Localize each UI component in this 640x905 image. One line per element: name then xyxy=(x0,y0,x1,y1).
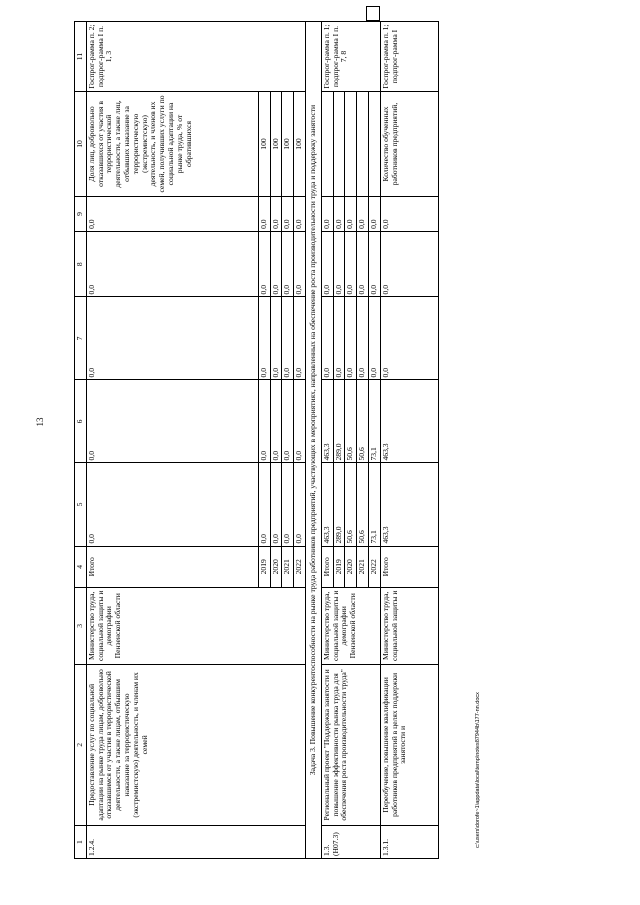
indicator-value xyxy=(333,92,345,197)
col-num-6: 6 xyxy=(75,380,87,463)
executor: Министерство труда, социальной защиты и демографии Пензенской области xyxy=(86,588,305,664)
value-cell: 50,6 xyxy=(357,380,369,463)
year-cell: Итого xyxy=(86,546,258,588)
table-row xyxy=(86,22,258,859)
indicator: Количество обученных работников предприятий, xyxy=(380,92,438,197)
value-cell: 0,0 xyxy=(380,297,438,380)
value-cell: 0,0 xyxy=(380,231,438,297)
value-cell: 0,0 xyxy=(333,231,345,297)
value-cell: 0,0 xyxy=(345,196,357,231)
value-cell: 0,0 xyxy=(294,231,306,297)
indicator-value xyxy=(368,92,380,197)
value-cell: 0,0 xyxy=(357,231,369,297)
table-row xyxy=(321,22,333,859)
program-link: Госпрог-рамма п. 1; подпрог-рамма I xyxy=(380,22,438,92)
value-cell: 0,0 xyxy=(258,380,270,463)
rotated-page-content xyxy=(74,21,589,859)
column-number-row xyxy=(75,22,87,859)
value-cell: 0,0 xyxy=(380,196,438,231)
year-cell: 2019 xyxy=(258,546,270,588)
program-link: Госпрог-рамма п. 2; подпрог-рамма I п. 1, 3 xyxy=(86,22,305,92)
indicator xyxy=(321,92,333,197)
value-cell: 0,0 xyxy=(357,297,369,380)
value-cell: 0,0 xyxy=(282,297,294,380)
value-cell: 0,0 xyxy=(294,463,306,546)
year-cell: 2021 xyxy=(282,546,294,588)
indicator: Доля лиц, добровольно отказавшихся от участия в террористической деятельности, а также лиц, отбывших наказание за террористическую (экстремистскую) деятельность, и членов их семей, получивших услуги по социальной адаптации на рынке труда, % от обратившихся xyxy=(86,92,258,197)
table-row xyxy=(380,22,438,859)
value-cell: 0,0 xyxy=(86,380,258,463)
activity-name: Региональный проект "Поддержка занятости и повышение эффективности рынка труда для обеспечения роста производительности труда" xyxy=(321,664,380,826)
col-num-2: 2 xyxy=(75,664,87,826)
task-heading: Задача 3. Повышение конкурентоспособности на рынке труда работников предприятий, участвующих в мероприятиях, направленных на обеспечение роста производительности труда и поддержку занятости xyxy=(305,22,321,859)
row-number: 1.2.4. xyxy=(86,826,305,859)
value-cell: 463,3 xyxy=(380,463,438,546)
value-cell: 73,1 xyxy=(368,380,380,463)
col-num-3: 3 xyxy=(75,588,87,664)
row-number: 1.3. (Н07.3) xyxy=(321,826,380,859)
value-cell: 0,0 xyxy=(86,463,258,546)
corner-box xyxy=(366,6,380,21)
value-cell: 289,0 xyxy=(333,463,345,546)
year-cell: Итого xyxy=(321,546,333,588)
executor: Министерство труда, социальной защиты и xyxy=(380,588,438,664)
value-cell: 0,0 xyxy=(270,380,282,463)
value-cell: 0,0 xyxy=(282,463,294,546)
col-num-5: 5 xyxy=(75,463,87,546)
activity-name: Предоставление услуг по социальной адаптации на рынке труда лицам, добровольно отказавшимся от участия в террористической деятельности, а также лицам, отбывшим наказание за террористическую (экстремистскую) деятельность, и членам их семей xyxy=(86,664,305,826)
indicator-value: 100 xyxy=(270,92,282,197)
value-cell: 0,0 xyxy=(86,196,258,231)
value-cell: 0,0 xyxy=(282,196,294,231)
year-cell: 2019 xyxy=(333,546,345,588)
value-cell: 0,0 xyxy=(357,196,369,231)
indicator-value: 100 xyxy=(258,92,270,197)
year-cell: Итого xyxy=(380,546,438,588)
value-cell: 0,0 xyxy=(294,380,306,463)
footer-file-path: c:\users\dorofe~1\appdata\local\temp\notes87944b\177-nn.docx xyxy=(475,692,481,848)
value-cell: 0,0 xyxy=(258,463,270,546)
value-cell: 0,0 xyxy=(86,231,258,297)
year-cell: 2020 xyxy=(345,546,357,588)
value-cell: 0,0 xyxy=(345,297,357,380)
activity-name: Переобучение, повышение квалификации работников предприятий в целях поддержки занятости и xyxy=(380,664,438,826)
value-cell: 463,3 xyxy=(321,463,333,546)
indicator-value xyxy=(357,92,369,197)
col-num-8: 8 xyxy=(75,231,87,297)
value-cell: 289,0 xyxy=(333,380,345,463)
col-num-4: 4 xyxy=(75,546,87,588)
value-cell: 50,6 xyxy=(357,463,369,546)
value-cell: 73,1 xyxy=(368,463,380,546)
value-cell: 0,0 xyxy=(270,463,282,546)
year-cell: 2022 xyxy=(294,546,306,588)
col-num-9: 9 xyxy=(75,196,87,231)
col-num-11: 11 xyxy=(75,22,87,92)
value-cell: 0,0 xyxy=(321,297,333,380)
value-cell: 50,6 xyxy=(345,463,357,546)
value-cell: 0,0 xyxy=(270,231,282,297)
value-cell: 0,0 xyxy=(294,297,306,380)
value-cell: 0,0 xyxy=(368,231,380,297)
task-row xyxy=(305,22,321,859)
value-cell: 0,0 xyxy=(258,231,270,297)
value-cell: 0,0 xyxy=(282,231,294,297)
value-cell: 0,0 xyxy=(270,196,282,231)
value-cell: 0,0 xyxy=(321,231,333,297)
year-cell: 2020 xyxy=(270,546,282,588)
col-num-7: 7 xyxy=(75,297,87,380)
value-cell: 0,0 xyxy=(294,196,306,231)
indicator-value: 100 xyxy=(294,92,306,197)
page-number: 13 xyxy=(35,417,45,427)
value-cell: 0,0 xyxy=(258,196,270,231)
value-cell: 0,0 xyxy=(258,297,270,380)
value-cell: 463,3 xyxy=(321,380,333,463)
value-cell: 0,0 xyxy=(368,297,380,380)
value-cell: 463,3 xyxy=(380,380,438,463)
value-cell: 0,0 xyxy=(333,297,345,380)
col-num-10: 10 xyxy=(75,92,87,197)
value-cell: 0,0 xyxy=(86,297,258,380)
program-activities-table xyxy=(74,21,439,859)
year-cell: 2022 xyxy=(368,546,380,588)
value-cell: 0,0 xyxy=(368,196,380,231)
value-cell: 0,0 xyxy=(321,196,333,231)
indicator-value xyxy=(345,92,357,197)
col-num-1: 1 xyxy=(75,826,87,859)
value-cell: 0,0 xyxy=(270,297,282,380)
row-number: 1.3.1. xyxy=(380,826,438,859)
year-cell: 2021 xyxy=(357,546,369,588)
indicator-value: 100 xyxy=(282,92,294,197)
value-cell: 50,6 xyxy=(345,380,357,463)
program-link: Госпрог-рамма п. 1; подпрог-рамма I п. 7, 8 xyxy=(321,22,380,92)
value-cell: 0,0 xyxy=(282,380,294,463)
executor: Министерство труда, социальной защиты и демографии Пензенской области xyxy=(321,588,380,664)
value-cell: 0,0 xyxy=(345,231,357,297)
value-cell: 0,0 xyxy=(333,196,345,231)
